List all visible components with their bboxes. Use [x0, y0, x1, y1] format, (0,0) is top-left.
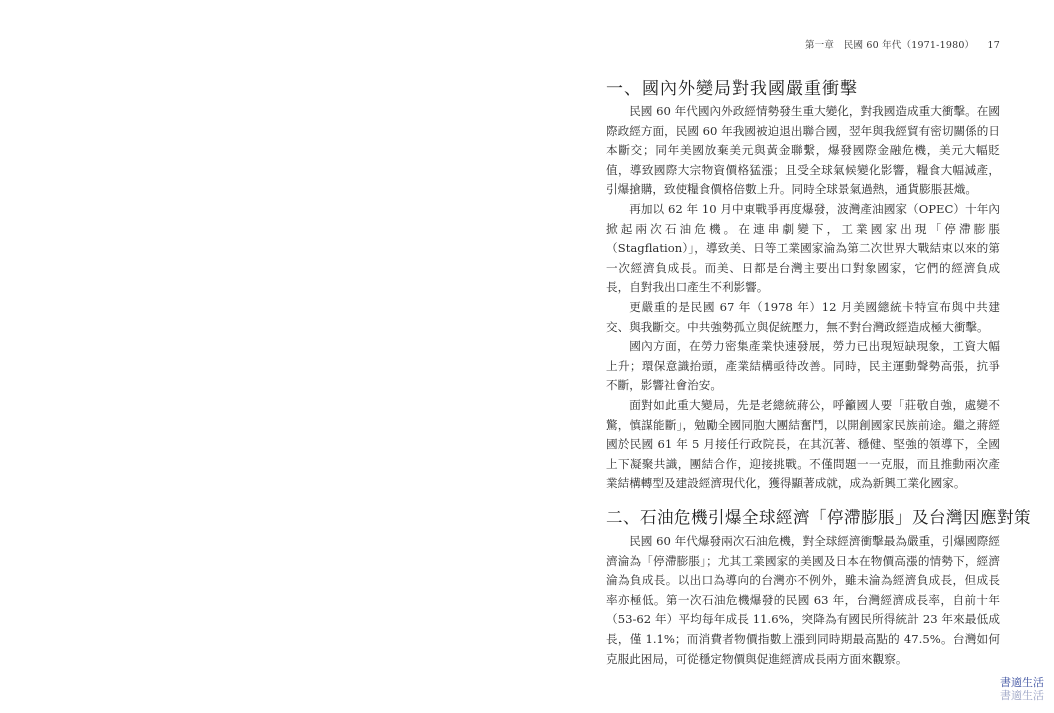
chapter-title: 第一章 民國 60 年代（1971-1980） [804, 40, 975, 51]
paragraph: 再加以 62 年 10 月中東戰爭再度爆發，波灣產油國家（OPEC）十年內掀起兩次石油危機。在連串劇變下，工業國家出現「停滯膨脹（Stagflation）」，導致美、日等工業國家淪為第二次世界大戰結束以來的第一次經濟負成長。而美、日都是台灣主要出口對象國家，它們的經濟負成長，自對我出口產生不利影響。 [606, 201, 1000, 295]
paragraph: 民國 60 年代爆發兩次石油危機，對全球經濟衝擊最為嚴重，引爆國際經濟淪為「停滯膨脹」；尤其工業國家的美國及日本在物價高漲的情勢下，經濟淪為負成長。以出口為導向的台灣亦不例外，雖未淪為經濟負成長，但成長率亦極低。第一次石油危機爆發的民國 63 年，台灣經濟成長率，自前十年（53-62 年）平均每年成長 11.6%，突降為有國民所得統計 23 年來最低成長，僅 1.1%；而消費者物價指數上漲到同時期最高點的 47.5%。台灣如何克服此困局，可從穩定物價與促進經濟成長兩方面來觀察。 [606, 534, 1000, 666]
paragraph: 更嚴重的是民國 67 年（1978 年）12 月美國總統卡特宣布與中共建交、與我斷交。中共強勢孤立與促統壓力，無不對台灣政經造成極大衝擊。 [606, 299, 1000, 334]
watermark-logo [1000, 676, 1044, 702]
section-1-heading: 一、國內外變局對我國嚴重衝擊 [606, 79, 858, 99]
paragraph: 民國 60 年代國內外政經情勢發生重大變化，對我國造成重大衝擊。在國際政經方面，民國 60 年我國被迫退出聯合國，翌年與我經貿有密切關係的日本斷交；同年美國放棄美元與黃金聯繫，爆發國際金融危機，美元大幅貶值，導致國際大宗物資價格猛漲；且受全球氣候變化影響，糧食大幅減產，引爆搶購，致使糧食價格倍數上升。同時全球景氣過熱，通貨膨脹甚熾。 [606, 104, 1000, 197]
paragraph: 國內方面，在勞力密集產業快速發展，勞力已出現短缺現象，工資大幅上升；環保意識抬頭，產業結構亟待改善。同時，民主運動聲勢高張，抗爭不斷，影響社會治安。 [606, 339, 1000, 393]
running-header [805, 37, 1000, 51]
section-1-body [606, 102, 1000, 494]
page-number: 17 [987, 40, 1000, 51]
watermark-text-faded: 書適生活 [1000, 689, 1044, 702]
section-2-body [606, 532, 1000, 669]
section-2-heading: 二、石油危機引爆全球經濟「停滯膨脹」及台灣因應對策 [606, 508, 1031, 527]
paragraph: 面對如此重大變局，先是老總統蔣公，呼籲國人要「莊敬自強，處變不驚，慎謀能斷」，勉勵全國同胞大團結奮鬥，以開創國家民族前途。繼之蔣經國於民國 61 年 5 月接任行政院長，在其沉著、穩健、堅強的領導下，全國上下凝聚共識，團結合作，迎接挑戰。不僅問題一一克服，而且推動兩次產業結構轉型及建設經濟現代化，獲得顯著成就，成為新興工業化國家。 [606, 397, 1000, 491]
watermark-text: 書適生活 [1000, 676, 1044, 689]
